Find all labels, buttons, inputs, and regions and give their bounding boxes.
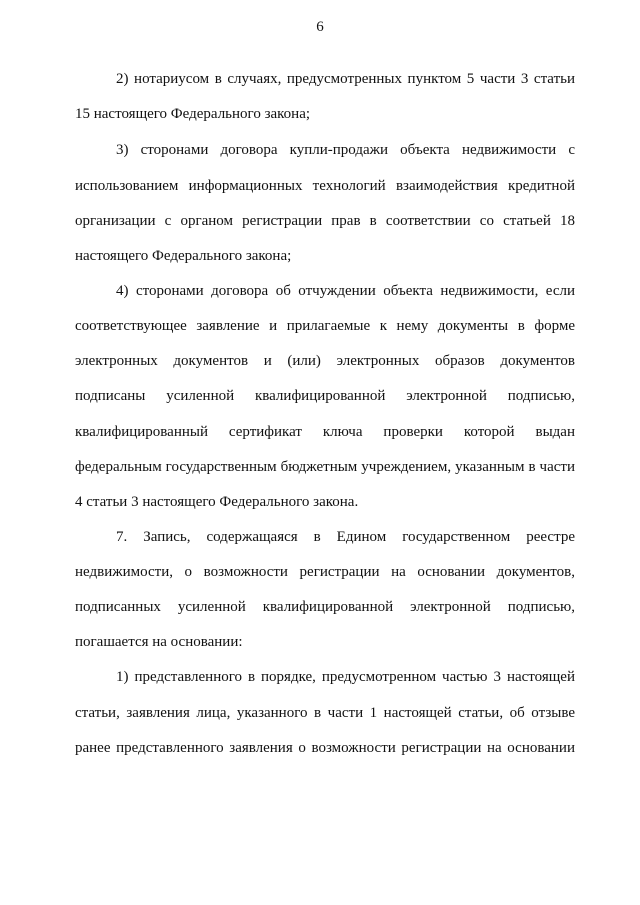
- text-line: недвижимости, о возможности регистрации на основании документов,: [75, 564, 575, 580]
- text-line: федеральным государственным бюджетным учреждением, указанным в части: [75, 459, 575, 475]
- text-line: 7. Запись, содержащаяся в Едином государственном реестре: [116, 529, 575, 545]
- text-line: погашается на основании:: [75, 634, 243, 650]
- text-line: 3) сторонами договора купли-продажи объекта недвижимости с: [116, 142, 575, 158]
- text-line: статьи, заявления лица, указанного в части 1 настоящей статьи, об отзыве: [75, 705, 575, 721]
- text-line: 15 настоящего Федерального закона;: [75, 106, 311, 122]
- text-line: подписаны усиленной квалифицированной электронной подписью,: [75, 388, 575, 404]
- text-line: квалифицированный сертификат ключа проверки которой выдан: [75, 424, 575, 440]
- text-line: организации с органом регистрации прав в соответствии со статьей 18: [75, 213, 575, 229]
- text-line: 4 статьи 3 настоящего Федерального закона.: [75, 494, 359, 510]
- text-line: электронных документов и (или) электронных образов документов: [75, 353, 575, 369]
- text-line: 1) представленного в порядке, предусмотренном частью 3 настоящей: [116, 669, 575, 685]
- text-line: 2) нотариусом в случаях, предусмотренных пунктом 5 части 3 статьи: [116, 71, 575, 87]
- text-line: настоящего Федерального закона;: [75, 248, 292, 264]
- text-line: использованием информационных технологий взаимодействия кредитной: [75, 178, 575, 194]
- page-number: 6: [316, 19, 324, 35]
- text-line: подписанных усиленной квалифицированной электронной подписью,: [75, 599, 575, 615]
- text-line: 4) сторонами договора об отчуждении объекта недвижимости, если: [116, 283, 575, 299]
- text-line: ранее представленного заявления о возможности регистрации на основании: [75, 740, 575, 756]
- text-line: соответствующее заявление и прилагаемые к нему документы в форме: [75, 318, 575, 334]
